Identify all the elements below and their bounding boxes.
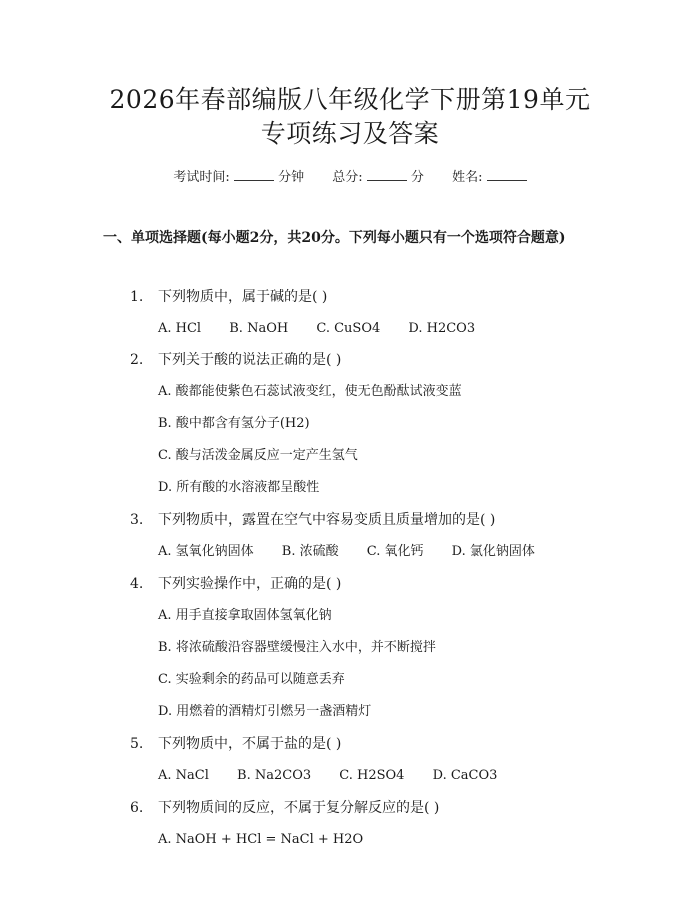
option-a: A. NaOH + HCl = NaCl + H2O: [158, 832, 364, 847]
question-5-options: [158, 766, 497, 786]
option-b: B. Na2CO3: [237, 768, 312, 783]
option-d: D. 用燃着的酒精灯引燃另一盏酒精灯: [158, 704, 372, 719]
page-subtitle: 专项练习及答案: [260, 119, 440, 148]
option-c: C. 氧化钙: [366, 544, 424, 559]
question-number: 3.: [130, 512, 144, 528]
question-1: [130, 287, 327, 307]
exam-time-unit: 分钟: [278, 170, 305, 185]
question-1-options: [158, 319, 475, 339]
question-6: [130, 798, 439, 818]
option-a: A. 酸都能使紫色石蕊试液变红，使无色酚酞试液变蓝: [158, 384, 462, 399]
option-d: D. CaCO3: [432, 768, 498, 783]
option-c: C. 实验剩余的药品可以随意丢弃: [158, 672, 345, 687]
option-d: D. H2CO3: [408, 321, 476, 336]
option-c: C. CuSO4: [316, 321, 381, 336]
question-2: [130, 350, 341, 370]
name-field: [452, 168, 527, 187]
option-b: B. 将浓硫酸沿容器壁缓慢注入水中，并不断搅拌: [158, 640, 436, 655]
option-a: A. 用手直接拿取固体氢氧化钠: [158, 608, 332, 623]
question-text: 下列物质中，不属于盐的是( ): [158, 736, 342, 752]
option-a: A. HCl: [158, 321, 202, 336]
option-d: D. 所有酸的水溶液都呈酸性: [158, 480, 320, 495]
exam-time-label: 考试时间:: [173, 170, 230, 185]
option-c: C. 酸与活泼金属反应一定产生氢气: [158, 448, 358, 463]
question-number: 1.: [130, 289, 144, 305]
option-b: B. 酸中都含有氢分子(H2): [158, 416, 310, 431]
question-number: 2.: [130, 352, 144, 368]
section-heading: 一、单项选择题(每小题2分，共20分。下列每小题只有一个选项符合题意): [103, 230, 566, 246]
total-score-blank: [367, 168, 407, 181]
question-4: [130, 574, 341, 594]
question-text: 下列实验操作中，正确的是( ): [158, 576, 342, 592]
option-c: C. H2SO4: [339, 768, 405, 783]
total-score-label: 总分:: [332, 170, 363, 185]
exam-time-field: [173, 168, 304, 187]
question-number: 4.: [130, 576, 144, 592]
total-score-unit: 分: [410, 170, 424, 185]
question-5: [130, 734, 341, 754]
question-number: 5.: [130, 736, 144, 752]
question-3: [130, 510, 495, 530]
question-text: 下列物质中，露置在空气中容易变质且质量增加的是( ): [158, 512, 496, 528]
total-score-field: [332, 168, 424, 187]
exam-info-row: [0, 168, 700, 187]
name-label: 姓名:: [452, 170, 483, 185]
question-text: 下列物质中，属于碱的是( ): [158, 289, 328, 305]
option-b: B. 浓硫酸: [281, 544, 339, 559]
option-d: D. 氯化钠固体: [451, 544, 535, 559]
option-a: A. 氢氧化钠固体: [158, 544, 254, 559]
page-title: 2026年春部编版八年级化学下册第19单元: [109, 85, 591, 114]
option-b: B. NaOH: [229, 321, 289, 336]
name-blank: [487, 168, 527, 181]
option-a: A. NaCl: [158, 768, 209, 783]
question-text: 下列关于酸的说法正确的是( ): [158, 352, 342, 368]
exam-time-blank: [234, 168, 274, 181]
question-3-options: [158, 542, 535, 562]
question-text: 下列物质间的反应，不属于复分解反应的是( ): [158, 800, 440, 816]
question-number: 6.: [130, 800, 144, 816]
